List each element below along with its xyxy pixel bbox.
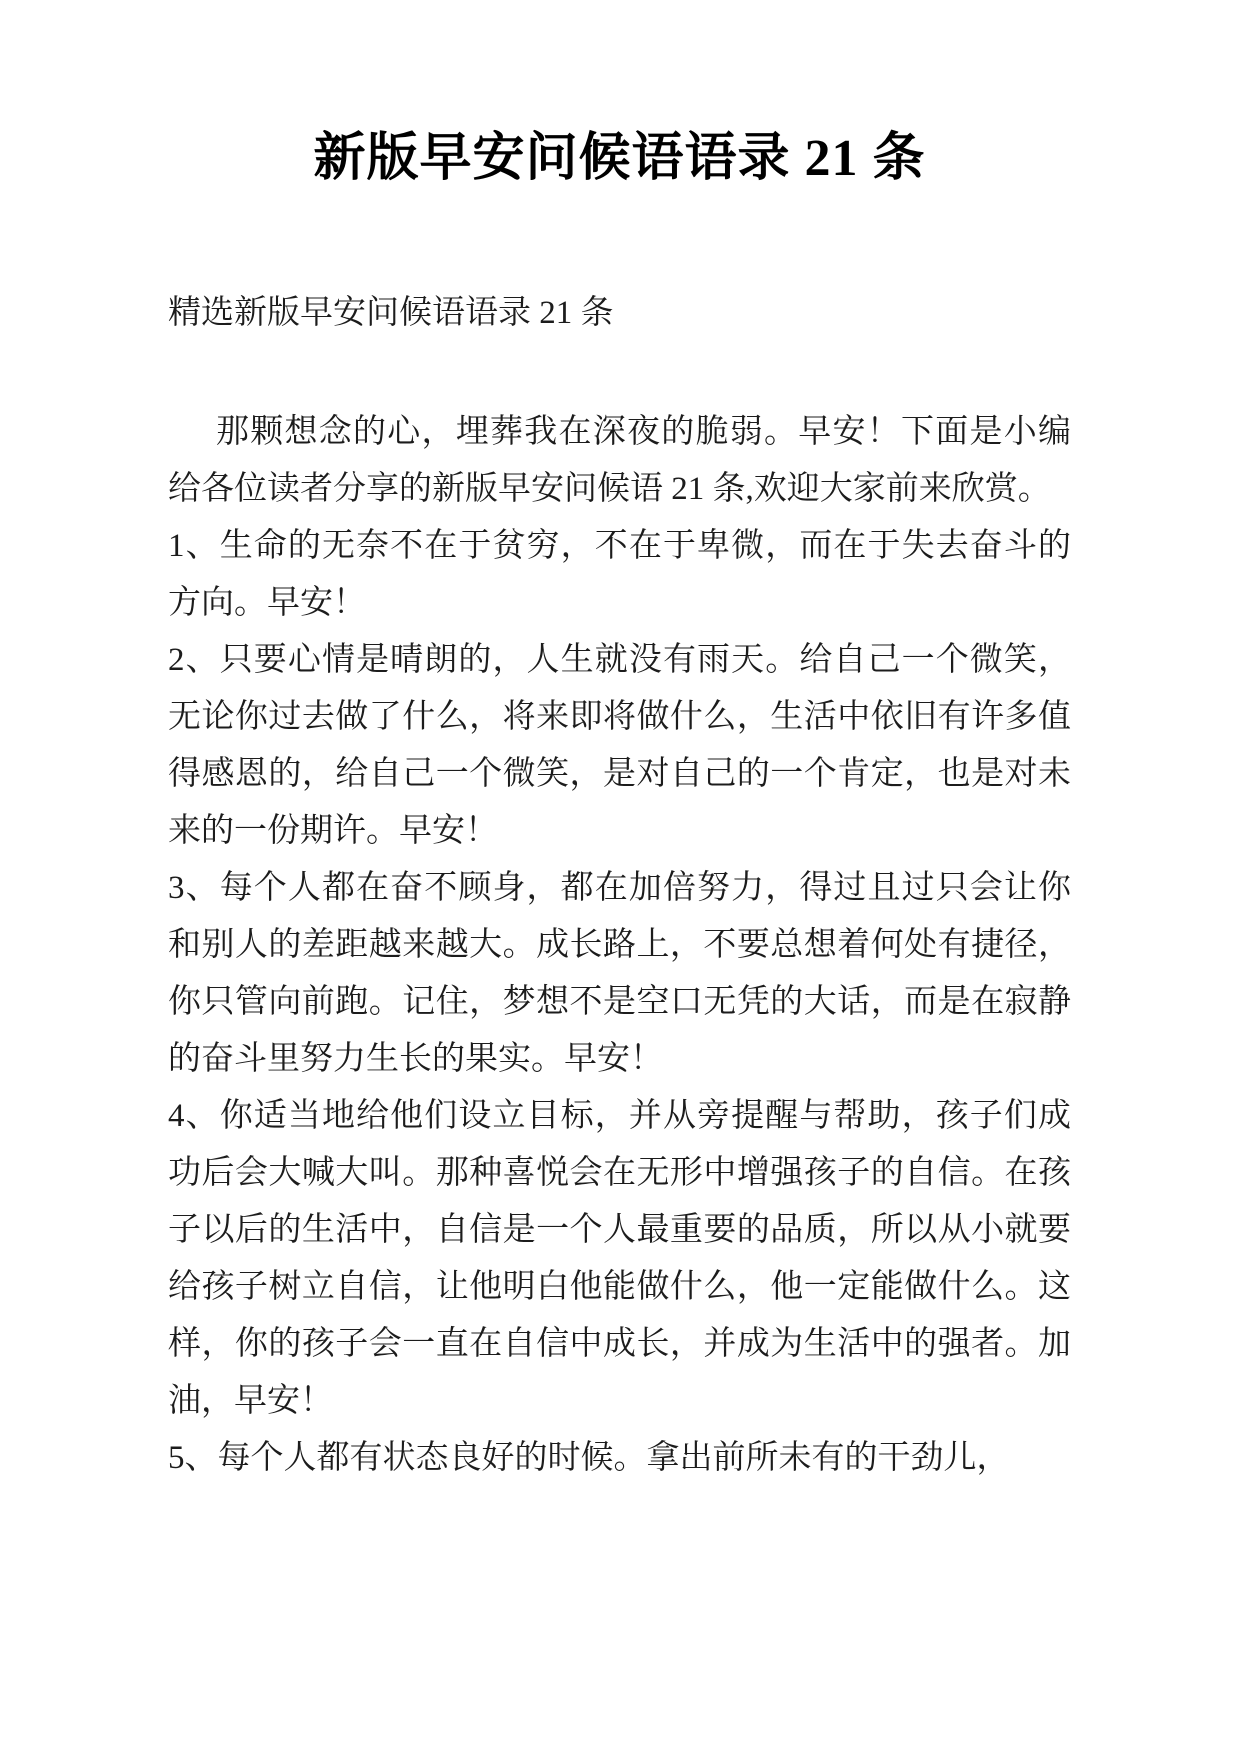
page-title: 新版早安问候语语录 21 条	[313, 130, 926, 187]
document-body	[168, 404, 1071, 1487]
intro-paragraph: 那颗想念的心，埋葬我在深夜的脆弱。早安！下面是小编给各位读者分享的新版早安问候语 21 条,欢迎大家前来欣赏。	[168, 414, 1071, 507]
quote-item-1: 1、生命的无奈不在于贫穷，不在于卑微，而在于失去奋斗的方向。早安！	[168, 528, 1071, 621]
quote-item-3: 3、每个人都在奋不顾身，都在加倍努力，得过且过只会让你和别人的差距越来越大。成长路上，不要总想着何处有捷径，你只管向前跑。记住，梦想不是空口无凭的大话，而是在寂静的奋斗里努力生长的果实。早安！	[168, 870, 1071, 1077]
subtitle-line: 精选新版早安问候语语录 21 条	[168, 295, 614, 331]
quote-item-2: 2、只要心情是晴朗的，人生就没有雨天。给自己一个微笑，无论你过去做了什么，将来即将做什么，生活中依旧有许多值得感恩的，给自己一个微笑，是对自己的一个肯定，也是对未来的一份期许。早安！	[168, 642, 1071, 849]
quote-item-4: 4、你适当地给他们设立目标，并从旁提醒与帮助，孩子们成功后会大喊大叫。那种喜悦会在无形中增强孩子的自信。在孩子以后的生活中，自信是一个人最重要的品质，所以从小就要给孩子树立自信，让他明白他能做什么，他一定能做什么。这样，你的孩子会一直在自信中成长，并成为生活中的强者。加油，早安！	[168, 1098, 1071, 1419]
quote-item-5: 5、每个人都有状态良好的时候。拿出前所未有的干劲儿，	[168, 1440, 1010, 1476]
